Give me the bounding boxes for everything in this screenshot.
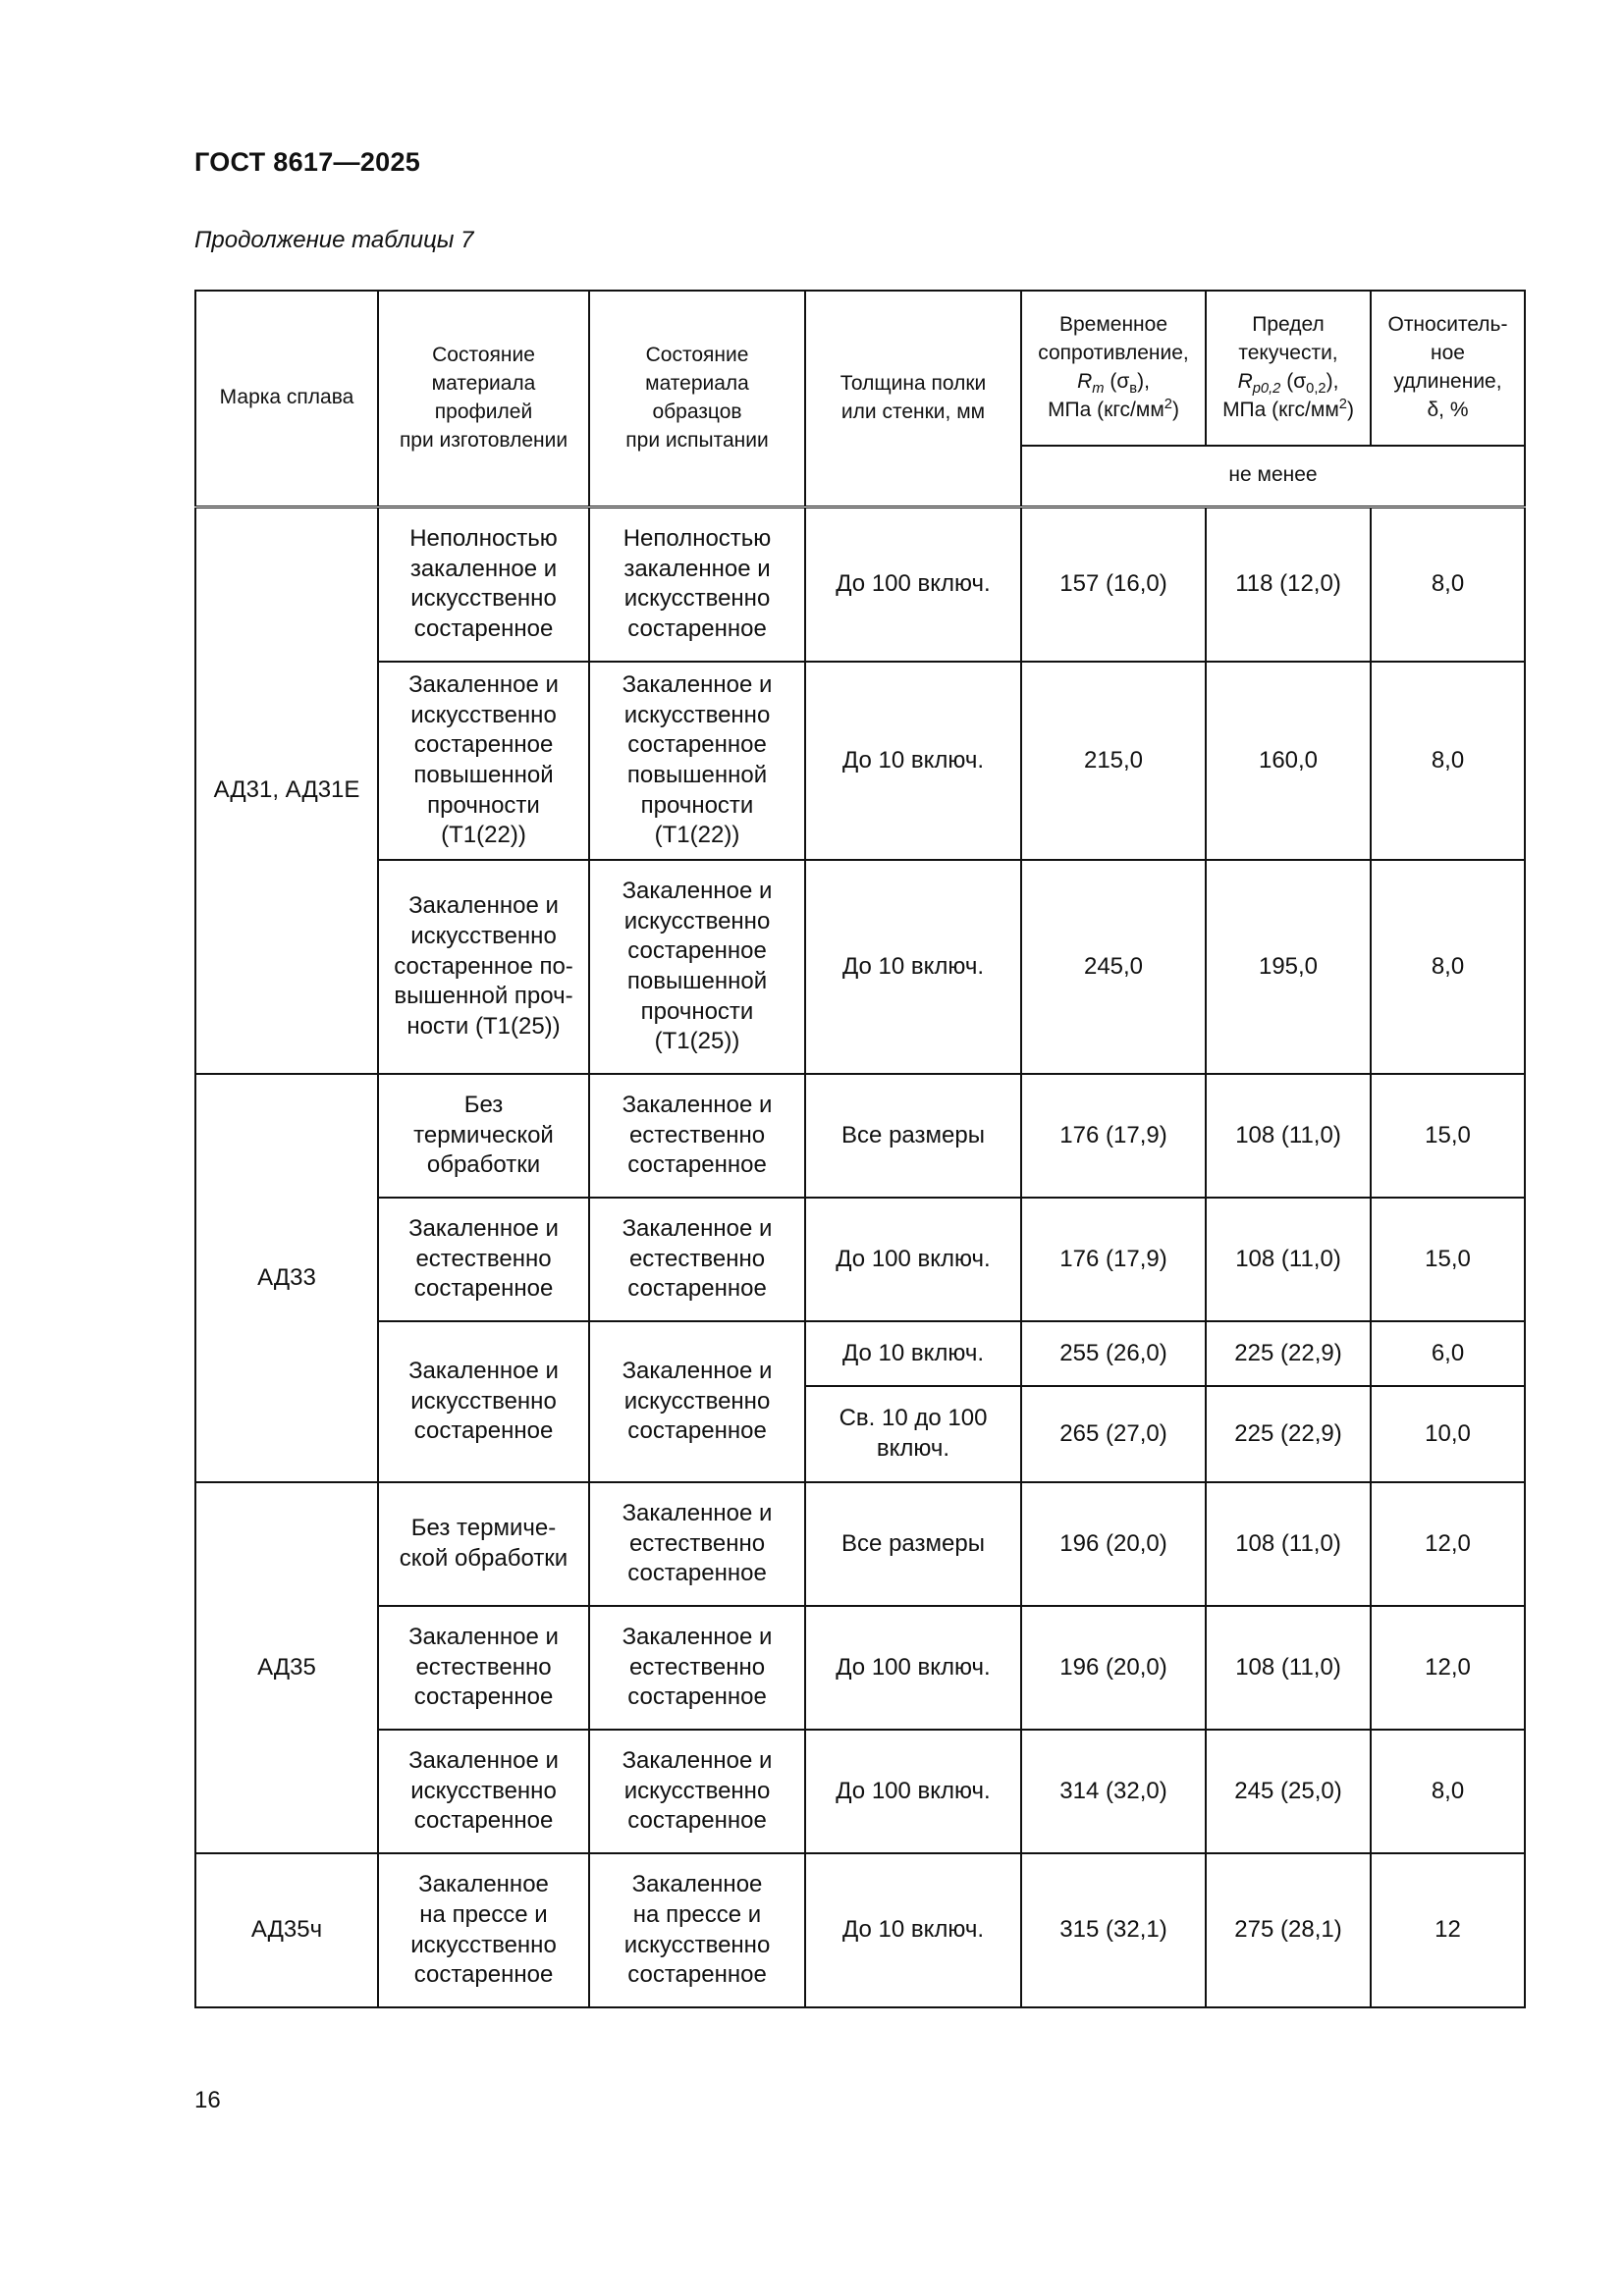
thickness-cell: Св. 10 до 100 включ. bbox=[805, 1386, 1021, 1482]
elongation-cell: 6,0 bbox=[1371, 1321, 1525, 1386]
table-row bbox=[195, 507, 1525, 662]
tensile-cell: 196 (20,0) bbox=[1021, 1606, 1206, 1730]
thickness-cell: До 100 включ. bbox=[805, 1606, 1021, 1730]
sample-state-cell: Закаленное и естественно состаренное bbox=[589, 1074, 805, 1198]
elongation-cell: 8,0 bbox=[1371, 662, 1525, 860]
elongation-cell: 12,0 bbox=[1371, 1482, 1525, 1606]
grade-cell: АД35 bbox=[195, 1482, 378, 1853]
thickness-cell: Все размеры bbox=[805, 1482, 1021, 1606]
tensile-cell: 196 (20,0) bbox=[1021, 1482, 1206, 1606]
thickness-cell: Все размеры bbox=[805, 1074, 1021, 1198]
tensile-cell: 157 (16,0) bbox=[1021, 507, 1206, 662]
tensile-cell: 176 (17,9) bbox=[1021, 1074, 1206, 1198]
col-header-tensile-strength: Временное сопротивление, $R_m$ $(\sigma_в)$, МПа $(кгс/мм^2)$ bbox=[1021, 291, 1206, 446]
col-header-min-label: не менее bbox=[1021, 446, 1525, 507]
table-row bbox=[195, 662, 1525, 860]
sample-state-cell: Закаленное и искусственно состаренное повышенной прочности (Т1(25)) bbox=[589, 860, 805, 1074]
table-row bbox=[195, 1730, 1525, 1853]
thickness-cell: До 100 включ. bbox=[805, 1198, 1021, 1321]
sample-state-cell: Закаленное и естественно состаренное bbox=[589, 1198, 805, 1321]
thickness-cell: До 100 включ. bbox=[805, 507, 1021, 662]
thickness-cell: До 100 включ. bbox=[805, 1730, 1021, 1853]
thickness-cell: До 10 включ. bbox=[805, 860, 1021, 1074]
yield-cell: 108 (11,0) bbox=[1206, 1198, 1371, 1321]
profile-state-cell: Неполностью закаленное и искусственно состаренное bbox=[378, 507, 589, 662]
sample-state-cell: Закаленное на прессе и искусственно состаренное bbox=[589, 1853, 805, 2007]
col-header-grade: Марка сплава bbox=[195, 291, 378, 507]
sample-state-cell: Закаленное и естественно состаренное bbox=[589, 1482, 805, 1606]
yield-cell: 225 (22,9) bbox=[1206, 1386, 1371, 1482]
thickness-cell: До 10 включ. bbox=[805, 1853, 1021, 2007]
elongation-cell: 12 bbox=[1371, 1853, 1525, 2007]
profile-state-cell: Без термической обработки bbox=[378, 1074, 589, 1198]
table-row bbox=[195, 1074, 1525, 1198]
elongation-cell: 15,0 bbox=[1371, 1198, 1525, 1321]
col-header-profile-state: Состояние материала профилей при изготовлении bbox=[378, 291, 589, 507]
thickness-cell: До 10 включ. bbox=[805, 1321, 1021, 1386]
table-row bbox=[195, 1198, 1525, 1321]
table-row bbox=[195, 1606, 1525, 1730]
table-row bbox=[195, 860, 1525, 1074]
yield-cell: 245 (25,0) bbox=[1206, 1730, 1371, 1853]
elongation-cell: 10,0 bbox=[1371, 1386, 1525, 1482]
tensile-cell: 215,0 bbox=[1021, 662, 1206, 860]
tensile-cell: 245,0 bbox=[1021, 860, 1206, 1074]
table-row bbox=[195, 1321, 1525, 1386]
profile-state-cell: Закаленное и искусственно состаренное bbox=[378, 1730, 589, 1853]
profile-state-cell: Закаленное и естественно состаренное bbox=[378, 1198, 589, 1321]
profile-state-cell: Закаленное на прессе и искусственно состаренное bbox=[378, 1853, 589, 2007]
tensile-cell: 176 (17,9) bbox=[1021, 1198, 1206, 1321]
yield-cell: 275 (28,1) bbox=[1206, 1853, 1371, 2007]
yield-cell: 108 (11,0) bbox=[1206, 1606, 1371, 1730]
yield-cell: 195,0 bbox=[1206, 860, 1371, 1074]
elongation-cell: 8,0 bbox=[1371, 860, 1525, 1074]
sample-state-cell: Неполностью закаленное и искусственно состаренное bbox=[589, 507, 805, 662]
properties-table bbox=[194, 290, 1526, 2008]
table-row bbox=[195, 1853, 1525, 2007]
profile-state-cell: Без термиче- ской обработки bbox=[378, 1482, 589, 1606]
grade-cell: АД33 bbox=[195, 1074, 378, 1482]
table-caption: Продолжение таблицы 7 bbox=[194, 227, 474, 253]
profile-state-cell: Закаленное и естественно состаренное bbox=[378, 1606, 589, 1730]
col-header-yield-strength: Предел текучести, $R_{p0,2}$ $(\sigma_{0,2})$, МПа $(кгс/мм^2)$ bbox=[1206, 291, 1371, 446]
col-header-elongation: Относитель- ное удлинение, δ, % bbox=[1371, 291, 1525, 446]
thickness-cell: До 10 включ. bbox=[805, 662, 1021, 860]
sample-state-cell: Закаленное и искусственно состаренное повышенной прочности (Т1(22)) bbox=[589, 662, 805, 860]
tensile-cell: 314 (32,0) bbox=[1021, 1730, 1206, 1853]
elongation-cell: 15,0 bbox=[1371, 1074, 1525, 1198]
sample-state-cell: Закаленное и искусственно состаренное bbox=[589, 1730, 805, 1853]
tensile-cell: 255 (26,0) bbox=[1021, 1321, 1206, 1386]
profile-state-cell: Закаленное и искусственно состаренное повышенной прочности (Т1(22)) bbox=[378, 662, 589, 860]
yield-cell: 225 (22,9) bbox=[1206, 1321, 1371, 1386]
table-row bbox=[195, 1482, 1525, 1606]
grade-cell: АД31, АД31Е bbox=[195, 507, 378, 1074]
document-code: ГОСТ 8617—2025 bbox=[194, 147, 421, 177]
tensile-cell: 315 (32,1) bbox=[1021, 1853, 1206, 2007]
yield-cell: 160,0 bbox=[1206, 662, 1371, 860]
sample-state-cell: Закаленное и естественно состаренное bbox=[589, 1606, 805, 1730]
grade-cell: АД35ч bbox=[195, 1853, 378, 2007]
elongation-cell: 8,0 bbox=[1371, 507, 1525, 662]
elongation-cell: 8,0 bbox=[1371, 1730, 1525, 1853]
page-number: 16 bbox=[194, 2087, 221, 2113]
yield-cell: 118 (12,0) bbox=[1206, 507, 1371, 662]
col-header-thickness: Толщина полки или стенки, мм bbox=[805, 291, 1021, 507]
col-header-sample-state: Состояние материала образцов при испытании bbox=[589, 291, 805, 507]
yield-cell: 108 (11,0) bbox=[1206, 1482, 1371, 1606]
profile-state-cell: Закаленное и искусственно состаренное bbox=[378, 1321, 589, 1482]
tensile-cell: 265 (27,0) bbox=[1021, 1386, 1206, 1482]
yield-cell: 108 (11,0) bbox=[1206, 1074, 1371, 1198]
elongation-cell: 12,0 bbox=[1371, 1606, 1525, 1730]
profile-state-cell: Закаленное и искусственно состаренное по- вышенной проч- ности (Т1(25)) bbox=[378, 860, 589, 1074]
sample-state-cell: Закаленное и искусственно состаренное bbox=[589, 1321, 805, 1482]
